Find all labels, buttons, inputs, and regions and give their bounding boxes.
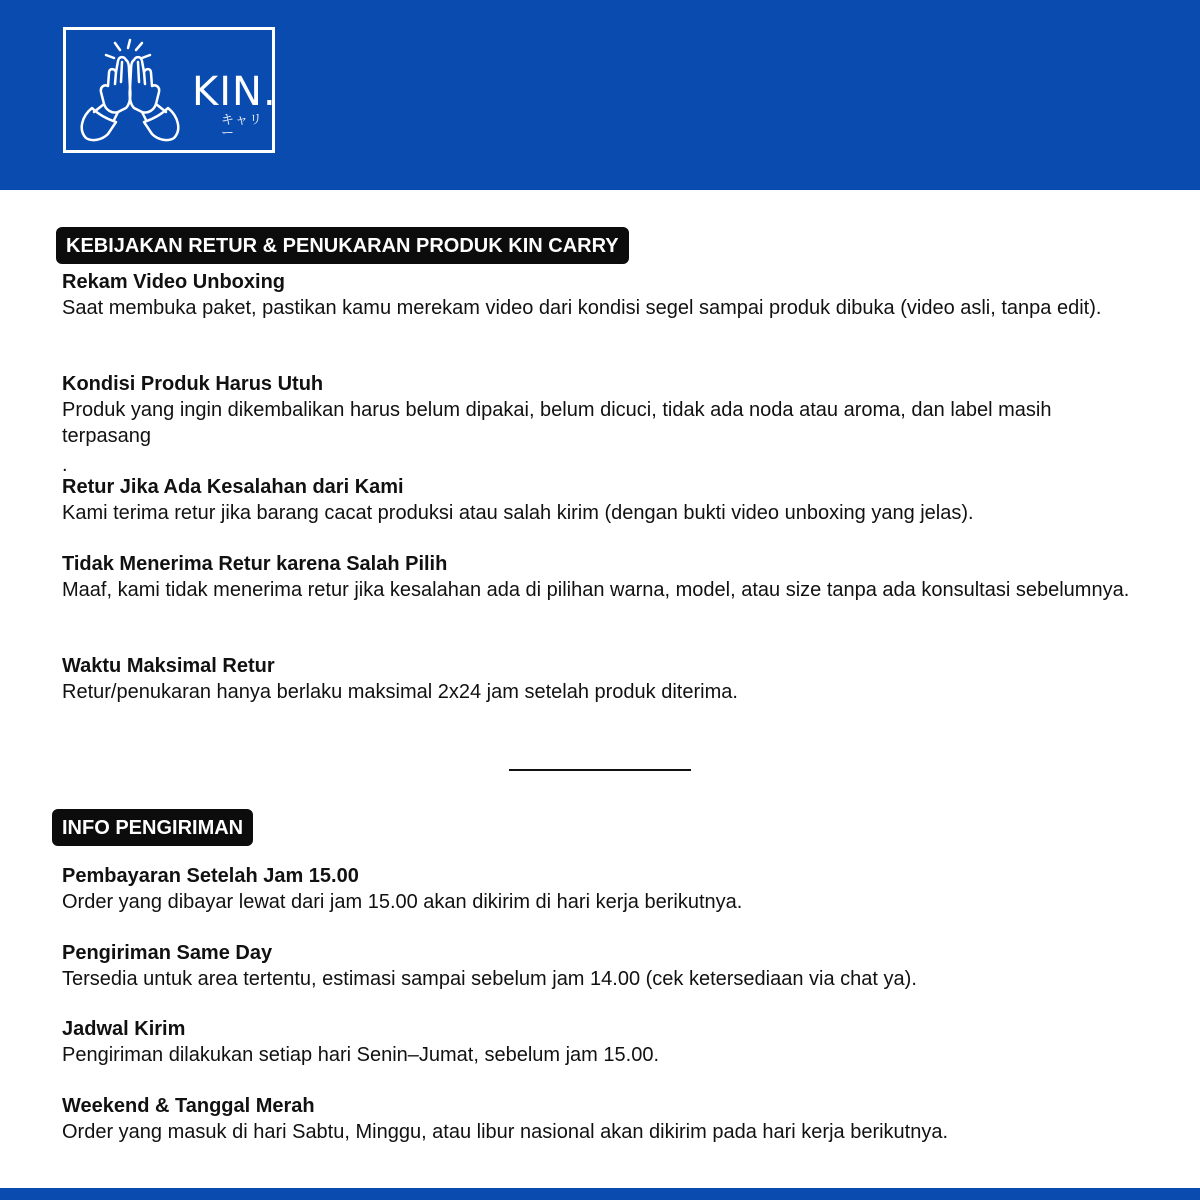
brand-subtext: キャリー: [221, 113, 264, 141]
shipping-item-same-day: [62, 940, 1138, 992]
footer-bar: [0, 1188, 1200, 1200]
item-body: Tersedia untuk area tertentu, estimasi sampai sebelum jam 14.00 (cek ketersediaan via chat ya).: [62, 968, 917, 990]
shipping-item-after-15: [62, 863, 1138, 915]
item-title: Rekam Video Unboxing: [62, 271, 286, 293]
item-title: Weekend & Tanggal Merah: [62, 1095, 315, 1117]
brand-name: KIN.: [192, 69, 277, 115]
returns-heading: KEBIJAKAN RETUR & PENUKARAN PRODUK KIN CARRY: [56, 227, 629, 264]
item-title: Jadwal Kirim: [62, 1018, 186, 1040]
returns-item-condition: [62, 371, 1138, 449]
high-five-hands-icon: [74, 38, 186, 146]
item-title: Retur Jika Ada Kesalahan dari Kami: [62, 476, 404, 498]
returns-item-deadline: [62, 653, 1138, 705]
brand-logo: [63, 27, 275, 153]
shipping-heading: INFO PENGIRIMAN: [52, 809, 253, 846]
item-title: Pembayaran Setelah Jam 15.00: [62, 865, 359, 887]
stray-period: .: [62, 454, 68, 476]
item-body: Kami terima retur jika barang cacat produksi atau salah kirim (dengan bukti video unboxing yang jelas).: [62, 502, 974, 524]
item-title: Kondisi Produk Harus Utuh: [62, 373, 324, 395]
returns-item-our-mistake: [62, 474, 1138, 526]
item-body: Saat membuka paket, pastikan kamu merekam video dari kondisi segel sampai produk dibuka (video asli, tanpa edit).: [62, 297, 1102, 319]
item-body: Maaf, kami tidak menerima retur jika kesalahan ada di pilihan warna, model, atau size tanpa ada konsultasi sebelumnya.: [62, 579, 1130, 601]
returns-item-unboxing: [62, 269, 1138, 321]
item-body: Produk yang ingin dikembalikan harus belum dipakai, belum dicuci, tidak ada noda atau aroma, dan label masih terpasang: [62, 399, 1052, 447]
item-title: Tidak Menerima Retur karena Salah Pilih: [62, 553, 448, 575]
item-body: Order yang masuk di hari Sabtu, Minggu, atau libur nasional akan dikirim pada hari kerja berikutnya.: [62, 1121, 949, 1143]
shipping-item-schedule: [62, 1016, 1138, 1068]
item-body: Order yang dibayar lewat dari jam 15.00 akan dikirim di hari kerja berikutnya.: [62, 891, 743, 913]
item-body: Retur/penukaran hanya berlaku maksimal 2x24 jam setelah produk diterima.: [62, 681, 738, 703]
header-banner: [0, 0, 1200, 190]
section-divider: [509, 769, 691, 771]
item-title: Pengiriman Same Day: [62, 942, 273, 964]
item-body: Pengiriman dilakukan setiap hari Senin–Jumat, sebelum jam 15.00.: [62, 1044, 660, 1066]
item-title: Waktu Maksimal Retur: [62, 655, 275, 677]
returns-item-wrong-choice: [62, 551, 1138, 603]
shipping-item-weekend: [62, 1093, 1138, 1145]
